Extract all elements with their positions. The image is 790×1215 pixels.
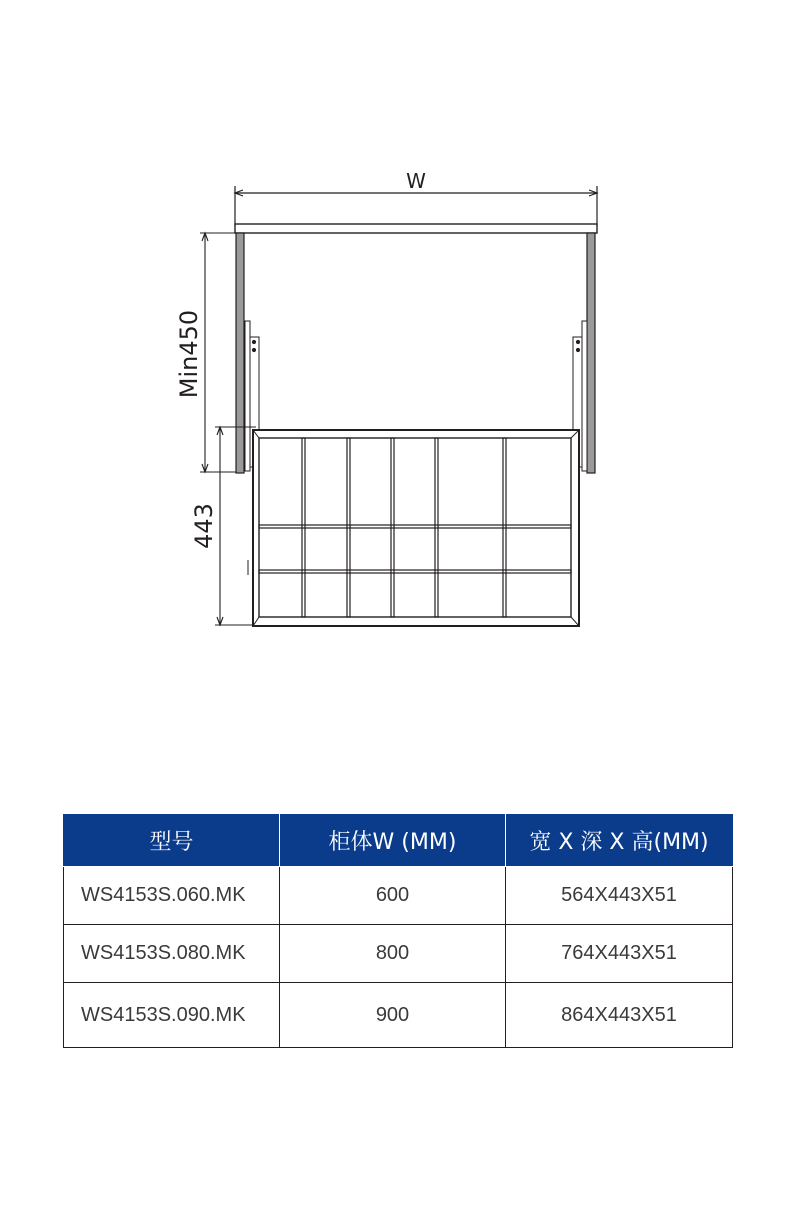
cabinet-width-cell: 900 <box>280 983 506 1048</box>
dimensions-cell: 764X443X51 <box>506 925 733 983</box>
model-cell: WS4153S.080.MK <box>64 925 280 983</box>
cabinet-width-cell: 800 <box>280 925 506 983</box>
depth-label: 443 <box>190 503 218 549</box>
dimensions-cell: 864X443X51 <box>506 983 733 1048</box>
table-row <box>64 925 733 983</box>
table-row <box>64 983 733 1048</box>
table-header-row <box>64 815 733 867</box>
model-cell: WS4153S.090.MK <box>64 983 280 1048</box>
height-label: Min450 <box>175 309 203 399</box>
column-header-dimensions: 宽 X 深 X 高(MM) <box>506 815 733 867</box>
table-row <box>64 867 733 925</box>
cabinet-width-cell: 600 <box>280 867 506 925</box>
width-label: W <box>406 169 426 193</box>
dimensions-cell: 564X443X51 <box>506 867 733 925</box>
drawer-basket <box>253 430 579 626</box>
column-header-model: 型号 <box>64 815 280 867</box>
height-dimension <box>200 233 236 472</box>
column-header-cabinet-width: 柜体W (MM) <box>280 815 506 867</box>
model-cell: WS4153S.060.MK <box>64 867 280 925</box>
spec-table <box>63 814 733 1048</box>
